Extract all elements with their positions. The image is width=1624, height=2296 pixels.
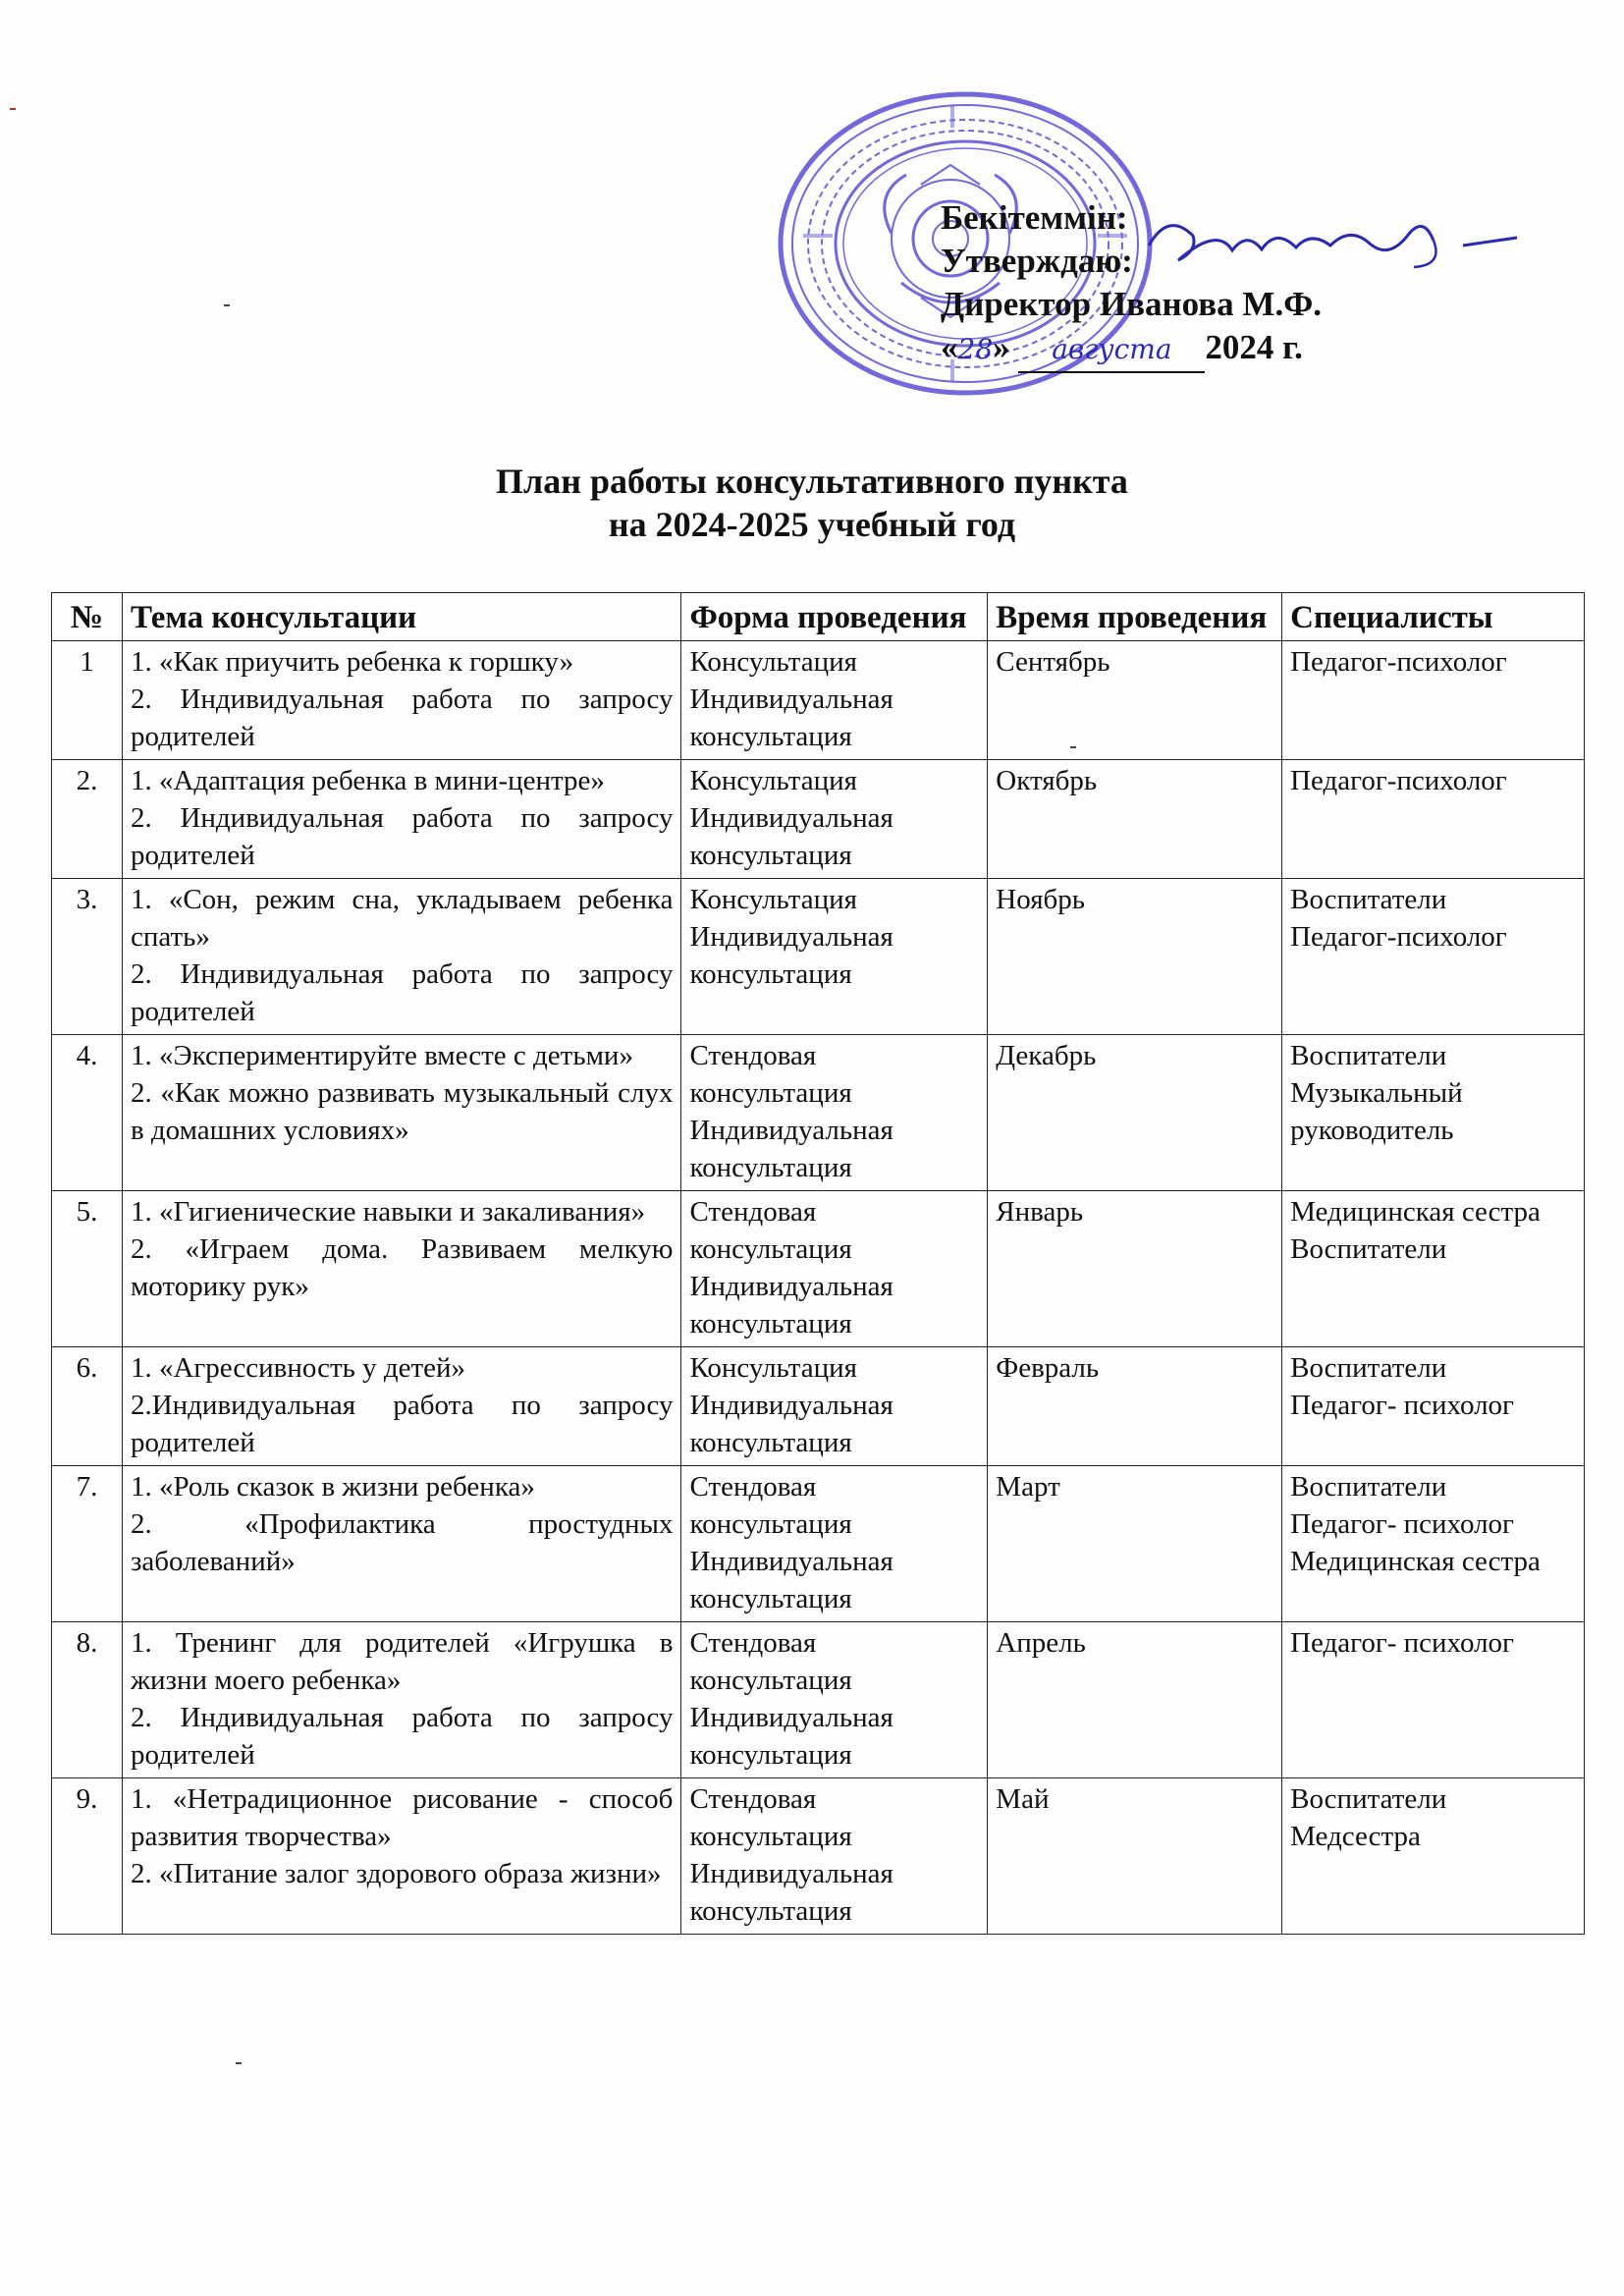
topic-item: 1. «Нетрадиционное рисование - способ развития творчества» — [130, 1783, 674, 1852]
row-specialists — [1282, 641, 1585, 760]
header-num: № — [52, 593, 123, 641]
table-body — [52, 641, 1585, 1935]
row-number: 5. — [52, 1191, 123, 1347]
row-time: Февраль — [988, 1347, 1282, 1466]
topic-item: 2. «Питание залог здорового образа жизни» — [130, 1858, 662, 1889]
row-form — [681, 1466, 988, 1622]
specialist-item: Медицинская сестра — [1290, 1546, 1541, 1577]
topic-item: 2.Индивидуальная работа по запросу родителей — [130, 1390, 674, 1458]
topic-item: 2. Индивидуальная работа по запросу родителей — [130, 683, 674, 752]
table-row — [52, 1191, 1585, 1347]
row-form — [681, 1035, 988, 1191]
specialist-item: Педагог- психолог — [1290, 1508, 1514, 1540]
table-row — [52, 641, 1585, 760]
specialist-item: Музыкальный руководитель — [1290, 1077, 1463, 1146]
table-row — [52, 879, 1585, 1035]
approval-date: «28» августа 2024 г. — [941, 326, 1322, 373]
director-name: Директор Иванова М.Ф. — [941, 285, 1323, 323]
row-topic — [122, 1191, 681, 1347]
row-number: 4. — [52, 1035, 123, 1191]
topic-item: 2. «Играем дома. Развиваем мелкую моторику рук» — [130, 1233, 674, 1302]
date-year: 2024 г. — [1205, 328, 1303, 366]
form-item: Индивидуальная консультация — [689, 683, 893, 752]
specialist-item: Педагог-психолог — [1290, 646, 1507, 678]
row-time: Ноябрь — [988, 879, 1282, 1035]
row-number: 6. — [52, 1347, 123, 1466]
scan-speck — [224, 304, 230, 306]
table-row — [52, 1778, 1585, 1935]
row-number: 8. — [52, 1622, 123, 1778]
specialist-item: Воспитатели — [1290, 1233, 1447, 1265]
row-form — [681, 1191, 988, 1347]
topic-item: 1. «Сон, режим сна, укладываем ребенка спать» — [130, 884, 674, 953]
specialist-item: Медсестра — [1290, 1821, 1421, 1852]
form-item: Консультация — [689, 884, 857, 915]
topic-item: 1. «Роль сказок в жизни ребенка» — [130, 1471, 535, 1503]
topic-item: 1. «Как приучить ребенка к горшку» — [130, 646, 574, 678]
form-item: Индивидуальная консультация — [689, 921, 893, 990]
header-specialists: Специалисты — [1282, 593, 1585, 641]
form-item: Стендовая консультация — [689, 1196, 852, 1265]
approval-kazakh: Бекітеммін: — [941, 198, 1128, 237]
specialist-item: Воспитатели — [1290, 1471, 1447, 1503]
form-item: Индивидуальная консультация — [689, 802, 893, 871]
specialist-item: Педагог-психолог — [1290, 921, 1507, 953]
row-specialists — [1282, 1191, 1585, 1347]
table-row — [52, 1035, 1585, 1191]
topic-item: 1. «Агрессивность у детей» — [130, 1352, 466, 1384]
row-number: 1 — [52, 641, 123, 760]
topic-item: 2. «Профилактика простудных заболеваний» — [130, 1508, 674, 1577]
row-topic — [122, 1466, 681, 1622]
row-topic — [122, 1622, 681, 1778]
row-specialists — [1282, 1035, 1585, 1191]
row-topic — [122, 760, 681, 879]
row-topic — [122, 1778, 681, 1935]
form-item: Стендовая консультация — [689, 1627, 852, 1696]
scan-speck — [236, 2062, 242, 2064]
header-time: Время проведения — [988, 593, 1282, 641]
row-specialists — [1282, 879, 1585, 1035]
form-item: Индивидуальная консультация — [689, 1546, 893, 1614]
specialist-item: Воспитатели — [1290, 884, 1447, 915]
row-form — [681, 879, 988, 1035]
table-row — [52, 1622, 1585, 1778]
row-time: Май — [988, 1778, 1282, 1935]
topic-item: 1. «Гигиенические навыки и закаливания» — [130, 1196, 646, 1228]
date-month: августа — [1052, 333, 1172, 365]
title-line-2: на 2024-2025 учебный год — [608, 505, 1016, 544]
specialist-item: Воспитатели — [1290, 1783, 1447, 1815]
table-row — [52, 760, 1585, 879]
form-item: Стендовая консультация — [689, 1783, 852, 1852]
form-item: Индивидуальная консультация — [689, 1271, 893, 1339]
row-number: 7. — [52, 1466, 123, 1622]
row-form — [681, 1347, 988, 1466]
header-form: Форма проведения — [681, 593, 988, 641]
row-topic — [122, 879, 681, 1035]
specialist-item: Педагог- психолог — [1290, 1627, 1514, 1659]
row-form — [681, 1778, 988, 1935]
header-topic: Тема консультации — [122, 593, 681, 641]
form-item: Стендовая консультация — [689, 1040, 852, 1109]
row-topic — [122, 641, 681, 760]
row-time: Апрель — [988, 1622, 1282, 1778]
topic-item: 1. «Адаптация ребенка в мини-центре» — [130, 765, 605, 796]
table-header-row — [52, 593, 1585, 641]
row-number: 3. — [52, 879, 123, 1035]
topic-item: 2. «Как можно развивать музыкальный слух в домашних условиях» — [130, 1077, 674, 1146]
topic-item: 2. Индивидуальная работа по запросу родителей — [130, 958, 674, 1027]
row-number: 9. — [52, 1778, 123, 1935]
form-item: Индивидуальная консультация — [689, 1390, 893, 1458]
form-item: Индивидуальная консультация — [689, 1702, 893, 1771]
form-item: Консультация — [689, 646, 857, 678]
director-signature — [1139, 206, 1532, 285]
page-title — [0, 460, 1624, 546]
row-form — [681, 1622, 988, 1778]
date-month-line — [1018, 326, 1205, 373]
row-form — [681, 760, 988, 879]
specialist-item: Воспитатели — [1290, 1040, 1447, 1071]
plan-table — [51, 592, 1585, 1935]
topic-item: 1. «Экспериментируйте вместе с детьми» — [130, 1040, 633, 1071]
specialist-item: Педагог-психолог — [1290, 765, 1507, 796]
form-item: Индивидуальная консультация — [689, 1858, 893, 1927]
row-form — [681, 641, 988, 760]
date-day: 28 — [957, 333, 994, 365]
table-row — [52, 1466, 1585, 1622]
row-specialists — [1282, 1466, 1585, 1622]
row-specialists — [1282, 1778, 1585, 1935]
row-time: Сентябрь — [988, 641, 1282, 760]
table-row — [52, 1347, 1585, 1466]
row-specialists — [1282, 1622, 1585, 1778]
row-number: 2. — [52, 760, 123, 879]
row-time: Январь — [988, 1191, 1282, 1347]
topic-item: 1. Тренинг для родителей «Игрушка в жизни моего ребенка» — [130, 1627, 674, 1696]
row-time: Октябрь — [988, 760, 1282, 879]
specialist-item: Педагог- психолог — [1290, 1390, 1514, 1421]
form-item: Стендовая консультация — [689, 1471, 852, 1540]
row-topic — [122, 1347, 681, 1466]
row-topic — [122, 1035, 681, 1191]
scan-speck — [1070, 746, 1076, 748]
scan-speck — [10, 108, 16, 110]
form-item: Консультация — [689, 1352, 857, 1384]
row-time: Декабрь — [988, 1035, 1282, 1191]
topic-item: 2. Индивидуальная работа по запросу родителей — [130, 1702, 674, 1771]
form-item: Индивидуальная консультация — [689, 1115, 893, 1183]
approval-russian: Утверждаю: — [941, 242, 1133, 280]
row-specialists — [1282, 760, 1585, 879]
row-specialists — [1282, 1347, 1585, 1466]
title-line-1: План работы консультативного пункта — [496, 462, 1128, 501]
specialist-item: Медицинская сестра — [1290, 1196, 1541, 1228]
form-item: Консультация — [689, 765, 857, 796]
row-time: Март — [988, 1466, 1282, 1622]
specialist-item: Воспитатели — [1290, 1352, 1447, 1384]
topic-item: 2. Индивидуальная работа по запросу родителей — [130, 802, 674, 871]
